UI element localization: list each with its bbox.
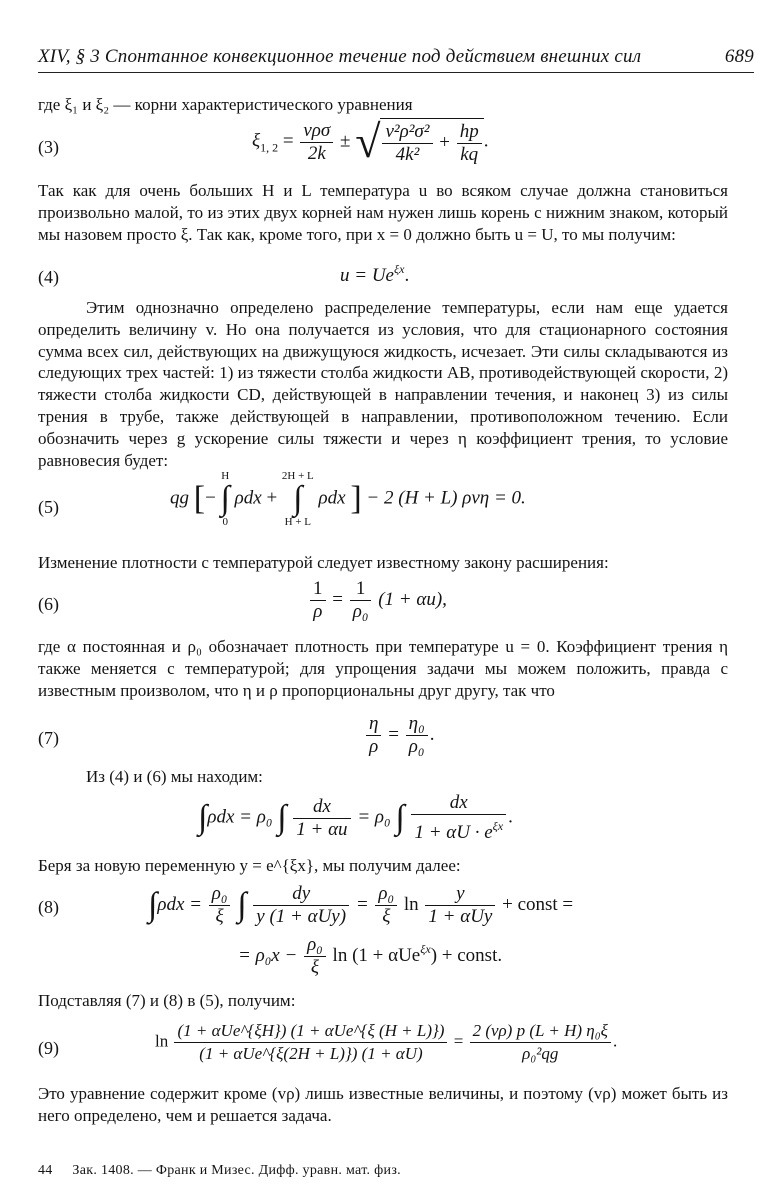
running-header	[38, 46, 754, 73]
eq-number-7: (7)	[38, 728, 59, 748]
equation-3: $\xi_{1, 2}$ = $\frac{\text{vρσ}}{2k}$ ± √ $\frac{\text{v²ρ²σ²}}{\text{4k²}}$ + $\frac{hp}{kq}$ .	[252, 116, 489, 167]
equation-8-line2: = ρ₀x − $\frac{\text{ρ₀}}{\xi}$ ln (1 + αUe$^{\xi x}$) + const.	[238, 934, 503, 978]
eq3-lhs: ξ	[252, 130, 261, 152]
equation-5: qg [− H ∫ 0 ρdx + 2H + L ∫ H + L ρdx ] − 2 (H + L) ρvη = 0.	[170, 470, 526, 528]
eq3-frac1: $\frac{\text{vρσ}}{2k}$	[300, 120, 333, 165]
eq3-pm: ±	[340, 130, 351, 152]
footer-imprint: Зак. 1408. — Франк и Мизес. Дифф. уравн. мат. физ.	[72, 1163, 401, 1178]
eq5-integral-2: 2H + L ∫ H + L	[281, 470, 314, 528]
equation-integral: ∫ρdx = ρ₀ ∫ $\frac{dx}{1 + \alpha u}$ = ρ₀ ∫ $\frac{dx}{1 + \alpha U \cdot e^{\xi x}}$ .	[198, 792, 513, 843]
section-title: XIV, § 3 Спонтанное конвекционное течение под действием внешних сил	[38, 46, 642, 67]
eq-number-3: (3)	[38, 137, 59, 157]
page-number: 689	[724, 46, 754, 67]
footer-signature-number: 44	[38, 1163, 53, 1178]
equation-8-line1: ∫ρdx = $\frac{\text{ρ₀}}{\xi}$ ∫ $\frac{dy}{\text{y (1 + αUy)}}$ = $\frac{\text{ρ₀}}{\xi}$ ln $\frac{y}{\text{1 + αUy}}$ + const =	[148, 883, 574, 927]
equation-9: ln $\frac{\text{(1 + αUe\textasciicircum{}\{ξH\}) (1 + αUe\textasciicircum{}\{ξ (H + L)\})}}{\text{(1 + αUe\textasciicircum{}\{ξ(2H + L)\}) (1 + αU)}}$ = $\frac{\text{2 (vρ) p (L + H) η₀ξ}}{\text{ρ₀²qg}}$ .	[155, 1021, 618, 1063]
equation-6: $\frac{1}{\rho}$ = $\frac{1}{\text{ρ₀}}$ (1 + αu),	[308, 578, 447, 623]
paragraph-root-choice: Так как для очень больших H и L температура u во всяком случае должна становиться произвольно малой, то из этих двух корней нам нужен лишь корень с нижним знаком, который мы назовем просто ξ. Так как, кроме того, при x = 0 должно быть u = U, то мы получим:	[38, 181, 728, 244]
page-footer	[38, 1163, 401, 1179]
eq5-integral-1: H ∫ 0	[220, 470, 230, 528]
eq3-sqrt: √ $\frac{\text{v²ρ²σ²}}{\text{4k²}}$ + $\frac{hp}{kq}$	[355, 118, 483, 166]
eq-number-9: (9)	[38, 1038, 59, 1058]
paragraph-roots: где ξ₁ и ξ₂ — корни характеристического уравнения	[38, 95, 413, 114]
equation-7: $\frac{\eta}{\rho}$ = $\frac{\text{η₀}}{\text{ρ₀}}$ .	[364, 713, 434, 758]
eq-number-4: (4)	[38, 267, 59, 287]
paragraph-from-4-6: Из (4) и (6) мы находим:	[86, 767, 263, 786]
eq-number-5: (5)	[38, 497, 59, 517]
paragraph-expansion: Изменение плотности с температурой следует известному закону расширения:	[38, 553, 609, 572]
paragraph-equilibrium: Этим однозначно определено распределение температуры, если нам еще удается определить величину v. Но она получается из условия, что для стационарного состояния сумма всех сил, действующих на движущуюся жидкость, исчезает. Эти силы складываются из следующих трех частей: 1) из тяжести столба жидкости AB, противодействующей скорости, 2) тяжести столба жидкости CD, действующей в направлении течения, и наконец 3) из силы трения в трубе, также действующей в направлении, противоположном течению. Если обозначить через g ускорение силы тяжести и через η коэффициент трения, то условие равновесия будет:	[38, 298, 728, 470]
equation-4: $u = Ue^{\xi x}$.	[340, 262, 410, 286]
paragraph-substitution: Беря за новую переменную y = e^{ξx}, мы получим далее:	[38, 856, 461, 875]
paragraph-conclusion: Это уравнение содержит кроме (vρ) лишь известные величины, и поэтому (vρ) может быть из него определено, чем и решается задача.	[38, 1084, 728, 1125]
eq-number-8: (8)	[38, 897, 59, 917]
paragraph-substituting: Подставляя (7) и (8) в (5), получим:	[38, 991, 296, 1010]
paragraph-friction: где α постоянная и ρ₀ обозначает плотность при температуре u = 0. Коэффициент трения η также меняется с температурой; для упрощения задачи мы можем положить, правда с известным произволом, что η и ρ пропорциональны друг другу, так что	[38, 637, 728, 700]
eq-number-6: (6)	[38, 594, 59, 614]
eq3-lhs-sub: 1, 2	[260, 140, 279, 155]
